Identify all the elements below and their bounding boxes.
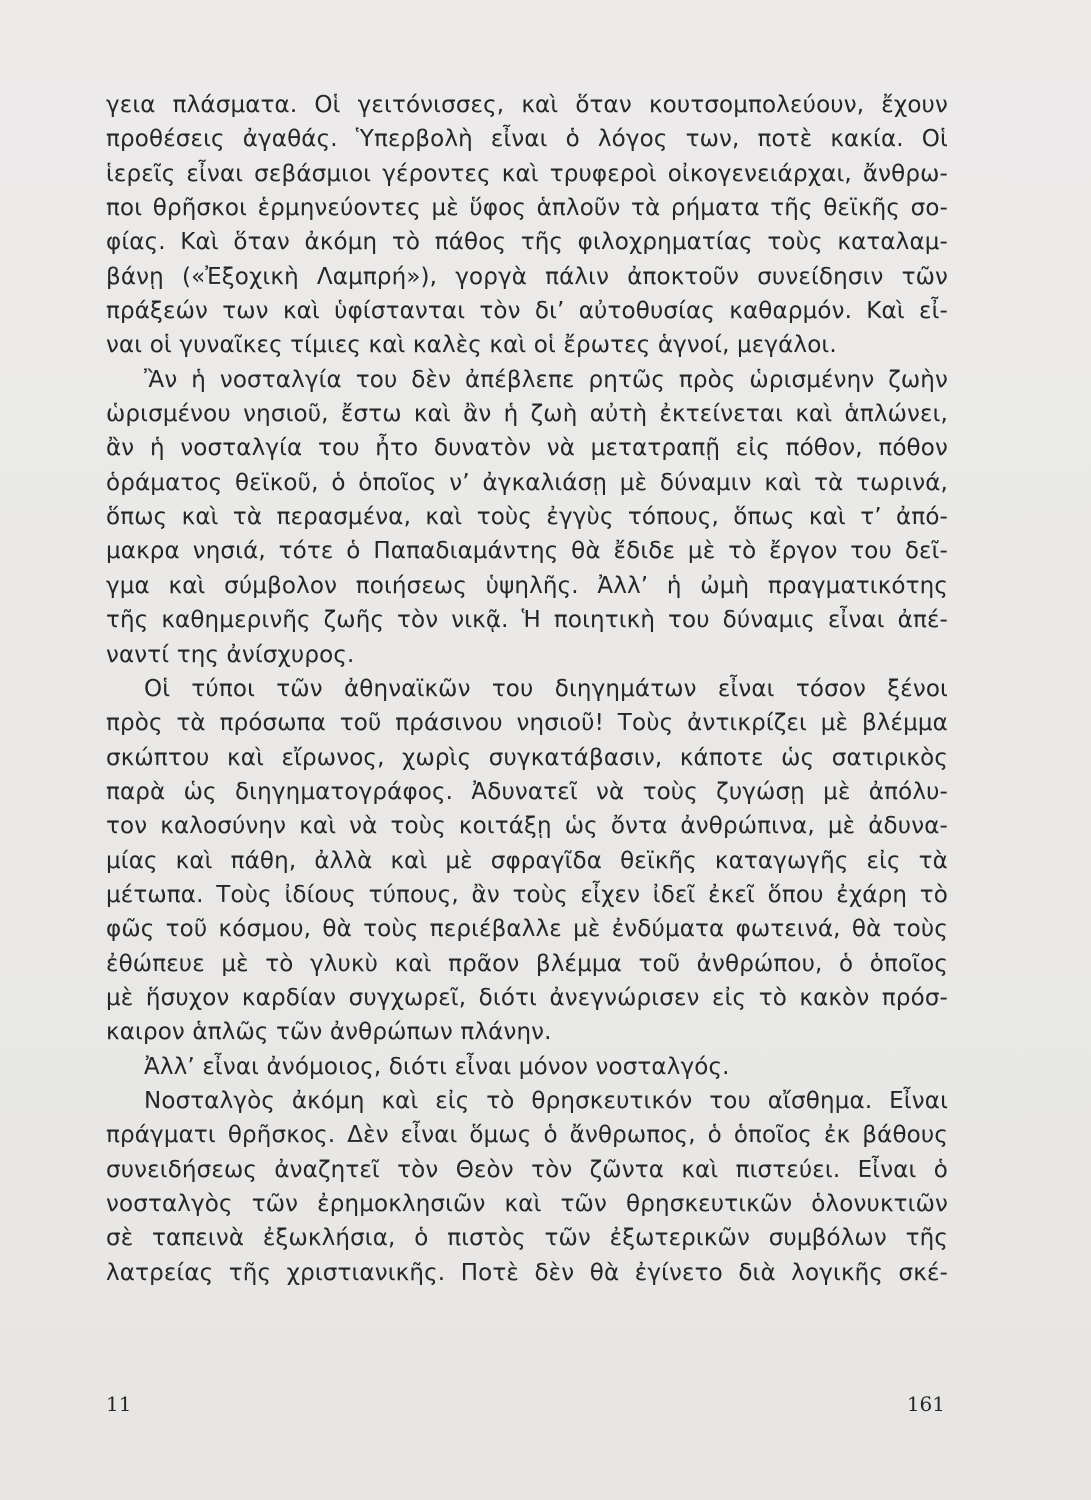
text-line: ὡρισμένου νησιοῦ, ἔστω καὶ ἂν ἡ ζωὴ αὐτὴ ἐκτείνεται καὶ ἁπλώνει, [106, 401, 948, 428]
text-line: μὲ ἥσυχον καρδίαν συγχωρεῖ, διότι ἀνεγνώρισεν εἰς τὸ κακὸν πρόσ- [106, 984, 948, 1011]
text-line: μέτωπα. Τοὺς ἰδίους τύπους, ἂν τοὺς εἶχεν ἰδεῖ ἐκεῖ ὅπου ἐχάρη τὸ [106, 881, 948, 908]
page-number: 161 [906, 1392, 945, 1416]
text-line: βάνῃ («Ἐξοχικὴ Λαμπρή»), γοργὰ πάλιν ἀποκτοῦν συνείδησιν τῶν [106, 263, 948, 290]
text-line: ἂν ἡ νοσταλγία του ἦτο δυνατὸν νὰ μετατραπῇ εἰς πόθον, πόθον [106, 435, 948, 462]
paragraph-start-line: Ἀλλ’ εἶναι ἀνόμοιος, διότι εἶναι μόνον νοσταλγός. [144, 1053, 730, 1080]
text-line: ποι θρῆσκοι ἑρμηνεύοντες μὲ ὕφος ἁπλοῦν τὰ ρήματα τῆς θεϊκῆς σο- [106, 195, 948, 222]
text-line: παρὰ ὡς διηγηματογράφος. Ἀδυνατεῖ νὰ τοὺς ζυγώσῃ μὲ ἀπόλυ- [106, 778, 948, 805]
paragraph-start-line: Νοσταλγὸς ἀκόμη καὶ εἰς τὸ θρησκευτικόν του αἴσθημα. Εἶναι [144, 1087, 948, 1114]
text-line: καιρον ἁπλῶς τῶν ἀνθρώπων πλάνην. [106, 1019, 552, 1046]
text-line: συνειδήσεως ἀναζητεῖ τὸν Θεὸν τὸν ζῶντα καὶ πιστεύει. Εἶναι ὁ [106, 1156, 948, 1183]
text-line: ναντί της ἀνίσχυρος. [106, 641, 355, 668]
text-line: ναι οἱ γυναῖκες τίμιες καὶ καλὲς καὶ οἱ ἔρωτες ἁγνοί, μεγάλοι. [106, 332, 837, 359]
body-text [106, 88, 948, 1290]
signature-mark: 11 [106, 1392, 132, 1416]
paragraph-start-line: Οἱ τύποι τῶν ἀθηναϊκῶν του διηγημάτων εἶναι τόσον ξένοι [144, 675, 948, 702]
text-line: φίας. Καὶ ὅταν ἀκόμη τὸ πάθος τῆς φιλοχρηματίας τοὺς καταλαμ- [106, 229, 948, 256]
text-line: ὅπως καὶ τὰ περασμένα, καὶ τοὺς ἐγγὺς τόπους, ὅπως καὶ τ’ ἀπό- [106, 504, 948, 531]
text-line: τῆς καθημερινῆς ζωῆς τὸν νικᾷ. Ἡ ποιητικὴ του δύναμις εἶναι ἀπέ- [106, 607, 948, 634]
text-line: φῶς τοῦ κόσμου, θὰ τοὺς περιέβαλλε μὲ ἐνδύματα φωτεινά, θὰ τοὺς [106, 916, 948, 943]
text-line: ἐθώπευε μὲ τὸ γλυκὺ καὶ πρᾶον βλέμμα τοῦ ἀνθρώπου, ὁ ὁποῖος [106, 950, 948, 977]
text-line: σὲ ταπεινὰ ἐξωκλήσια, ὁ πιστὸς τῶν ἐξωτερικῶν συμβόλων τῆς [106, 1225, 948, 1252]
text-line: λατρείας τῆς χριστιανικῆς. Ποτὲ δὲν θὰ ἐγίνετο διὰ λογικῆς σκέ- [106, 1259, 948, 1286]
text-line: πρὸς τὰ πρόσωπα τοῦ πράσινου νησιοῦ! Τοὺς ἀντικρίζει μὲ βλέμμα [106, 710, 948, 737]
text-line: γμα καὶ σύμβολον ποιήσεως ὑψηλῆς. Ἀλλ’ ἡ ὠμὴ πραγματικότης [106, 572, 948, 599]
text-line: σκώπτου καὶ εἴρωνος, χωρὶς συγκατάβασιν, κάποτε ὡς σατιρικὸς [106, 744, 948, 771]
text-line: ὁράματος θεϊκοῦ, ὁ ὁποῖος ν’ ἀγκαλιάσῃ μὲ δύναμιν καὶ τὰ τωρινά, [106, 469, 948, 496]
text-line: πράγματι θρῆσκος. Δὲν εἶναι ὅμως ὁ ἄνθρωπος, ὁ ὁποῖος ἐκ βάθους [106, 1122, 948, 1149]
paragraph-start-line: Ἂν ἡ νοσταλγία του δὲν ἀπέβλεπε ρητῶς πρὸς ὡρισμένην ζωὴν [144, 366, 948, 393]
text-line: γεια πλάσματα. Οἱ γειτόνισσες, καὶ ὅταν κουτσομπολεύουν, ἔχουν [106, 92, 948, 118]
text-line: τον καλοσύνην καὶ νὰ τοὺς κοιτάξῃ ὡς ὄντα ἀνθρώπινα, μὲ ἀδυνα- [106, 813, 948, 840]
text-line: πράξεών των καὶ ὑφίστανται τὸν δι’ αὐτοθυσίας καθαρμόν. Καὶ εἶ- [106, 298, 948, 325]
text-line: ἱερεῖς εἶναι σεβάσμιοι γέροντες καὶ τρυφεροὶ οἰκογενειάρχαι, ἄνθρω- [106, 160, 948, 187]
text-line: νοσταλγὸς τῶν ἐρημοκλησιῶν καὶ τῶν θρησκευτικῶν ὁλονυκτιῶν [106, 1191, 948, 1217]
text-line: μίας καὶ πάθη, ἀλλὰ καὶ μὲ σφραγῖδα θεϊκῆς καταγωγῆς εἰς τὰ [106, 847, 948, 874]
text-line: προθέσεις ἀγαθάς. Ὑπερβολὴ εἶναι ὁ λόγος των, ποτὲ κακία. Οἱ [106, 126, 948, 153]
text-line: μακρα νησιά, τότε ὁ Παπαδιαμάντης θὰ ἔδιδε μὲ τὸ ἔργον του δεῖ- [106, 538, 948, 565]
